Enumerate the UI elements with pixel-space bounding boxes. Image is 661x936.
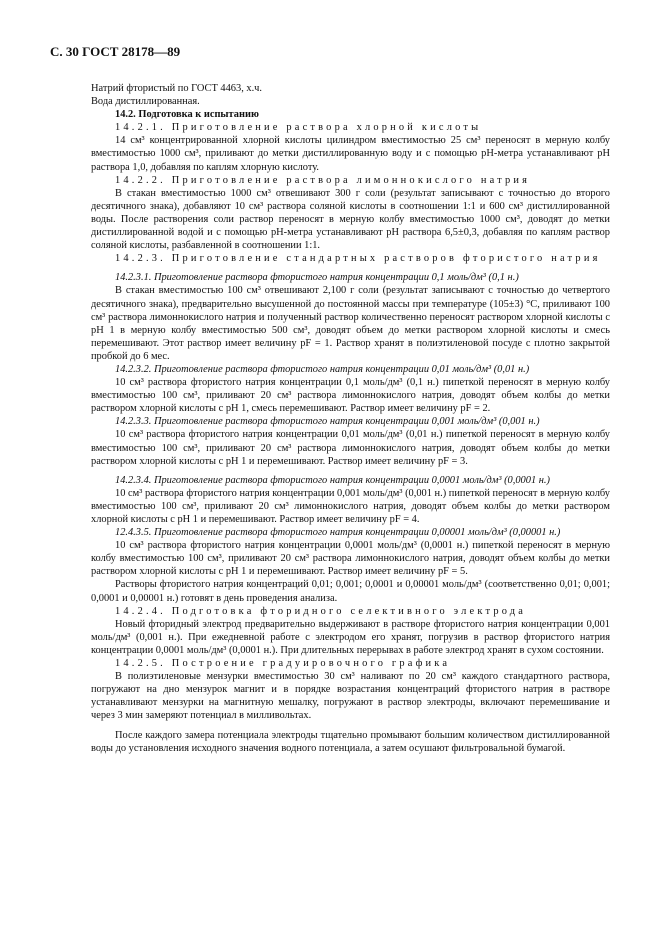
item-heading: 14.2.3.2. Приготовление раствора фтористого натрия концентрации 0,01 моль/дм³ (0,01 н.) [115, 363, 530, 375]
paragraph: Растворы фтористого натрия концентраций 0,01; 0,001; 0,0001 и 0,00001 моль/дм³ (соответственно 0,01; 0,001; 0,0001 и 0,00001 н.) готовят в день проведения анализа. [91, 579, 610, 604]
subsection-heading: 14.2.3. Приготовление стандартных растворов фтористого натрия [115, 253, 601, 265]
item-heading: 14.2.3.3. Приготовление раствора фтористого натрия концентрации 0,001 моль/дм³ (0,001 н.) [115, 416, 540, 428]
document-body [91, 82, 610, 755]
subsection-heading: 14.2.2. Приготовление раствора лимоннокислого натрия [115, 174, 531, 186]
paragraph: Натрий фтористый по ГОСТ 4463, х.ч. [91, 83, 263, 94]
paragraph: 10 см³ раствора фтористого натрия концентрации 0,0001 моль/дм³ (0,0001 н.) пипеткой переносят в мерную колбу вместимостью 100 см³, приливают 20 см³ раствора лимоннокислого натрия, доводят объем колбы до метки раствором хлорной кислоты с рН 1 и перемешивают. Раствор имеет величину рF = 5. [91, 540, 610, 578]
paragraph: 10 см³ раствора фтористого натрия концентрации 0,01 моль/дм³ (0,01 н.) пипеткой переносят в мерную колбу вместимостью 100 см³, приливают 20 см³ раствора лимоннокислого натрия, доводят объем колбы до метки раствором хлорной кислоты с рН 1 и перемешивают. Раствор имеет величину рF = 3. [91, 429, 610, 467]
item-heading: 14.2.3.1. Приготовление раствора фтористого натрия концентрации 0,1 моль/дм³ (0,1 н.) [115, 272, 519, 284]
page-header: С. 30 ГОСТ 28178—89 [50, 44, 181, 59]
item-heading: 14.2.3.4. Приготовление раствора фтористого натрия концентрации 0,0001 моль/дм³ (0,0001 н.) [115, 474, 550, 486]
paragraph: После каждого замера потенциала электроды тщательно промывают большим количеством дистиллированной воды до установления исходного значения водного потенциала, а затем осушают фильтровальной бумагой. [91, 729, 610, 754]
item-heading: 12.4.3.5. Приготовление раствора фтористого натрия концентрации 0,00001 моль/дм³ (0,00001 н.) [115, 527, 561, 539]
paragraph: В полиэтиленовые мензурки вместимостью 30 см³ наливают по 20 см³ каждого стандартного раствора, погружают на дно мензурок магнит и в порядке возрастания концентраций фтористого натрия в растворе устанавливают мензурки на магнитную мешалку, погружают в раствор электроды, включают перемешивание и через 3 мин замеряют потенциал в милливольтах. [91, 671, 610, 722]
paragraph: Новый фторидный электрод предварительно выдерживают в растворе фтористого натрия концентрации 0,001 моль/дм³ (0,001 н.). При ежедневной работе с электродом его хранят, погрузив в раствор фтористого натрия концентрации 0,0001 моль/дм³ (0,0001 н.). При длительных перерывах в работе электрод хранят в сухом состоянии. [91, 618, 610, 656]
paragraph: В стакан вместимостью 1000 см³ отвешивают 300 г соли (результат записывают с точностью до второго десятичного знака), добавляют 10 см³ раствора соляной кислоты в соотношении 1:1 и 600 см³ дистиллированной воды. После растворения соли раствор переносят в мерную колбу вместимостью 1000 см³, доводят до метки дистиллированной водой и с помощью рН-метра устанавливают рН раствора 6,5±0,3, добавляя по каплям раствор соляной кислоты, разбавленной в соотношении 1:1. [91, 187, 610, 252]
paragraph: В стакан вместимостью 100 см³ отвешивают 2,100 г соли (результат записывают с точностью до четвертого десятичного знака), предварительно высушенной до постоянной массы при температуре (105±3) °С, приливают 100 см³ раствора лимоннокислого натрия и полученный раствор количественно переносят раствором хлорной кислоты с рН 1 в мерную колбу вместимостью 500 см³, доводят объем до метки раствором хлорной кислоты и смесь перемешивают. Этот раствор имеет величину рF = 1. Раствор хранят в полиэтиленовой посуде с плотно закрытой пробкой до 6 мес. [91, 285, 610, 362]
subsection-heading: 14.2.4. Подготовка фторидного селективного электрода [115, 605, 527, 617]
paragraph: 10 см³ раствора фтористого натрия концентрации 0,001 моль/дм³ (0,001 н.) пипеткой переносят в мерную колбу вместимостью 100 см³, приливают 20 см³ лимоннокислого натрия, доводят объем колбы до метки раствором хлорной кислоты с рН 1 и перемешивают. Раствор имеет величину рF = 4. [91, 487, 610, 525]
paragraph: 10 см³ раствора фтористого натрия концентрации 0,1 моль/дм³ (0,1 н.) пипеткой переносят в мерную колбу вместимостью 100 см³, приливают 20 см³ раствора лимоннокислого натрия, доводят объем колбы до метки раствором хлорной кислоты с рН 1, смесь перемешивают. Раствор имеет величину рF = 2. [91, 377, 610, 415]
paragraph: 14 см³ концентрированной хлорной кислоты цилиндром вместимостью 25 см³ переносят в мерную колбу вместимостью 1000 см³, приливают до метки дистиллированную воду и с помощью рН-метра устанавливают рН раствора 1,0, добавляя по каплям хлорную кислоту. [91, 135, 610, 173]
subsection-heading: 14.2.1. Приготовление раствора хлорной кислоты [115, 122, 482, 134]
section-heading: 14.2. Подготовка к испытанию [115, 109, 259, 121]
subsection-heading: 14.2.5. Построение градуировочного графика [115, 658, 451, 670]
paragraph: Вода дистиллированная. [91, 96, 200, 108]
